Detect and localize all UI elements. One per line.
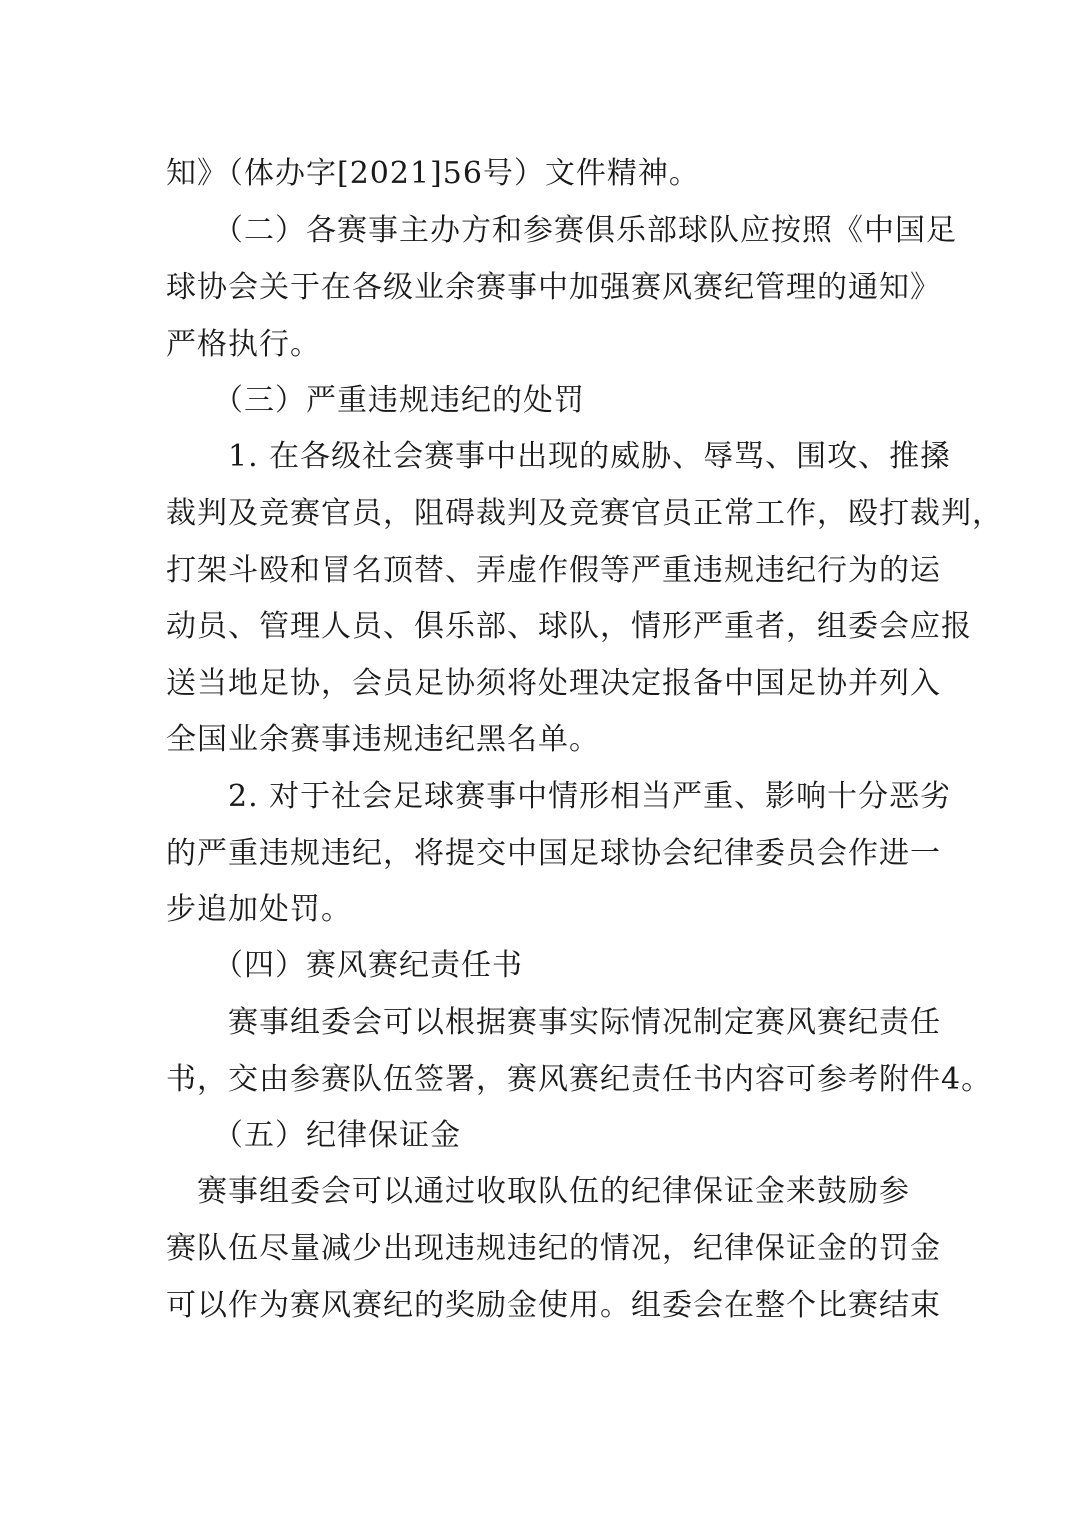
text-line: 严格执行。 (166, 327, 321, 362)
text-line: 打架斗殴和冒名顶替、弄虚作假等严重违规违纪行为的运 (166, 553, 941, 588)
text-line: 赛事组委会可以根据赛事实际情况制定赛风赛纪责任 (166, 1005, 941, 1040)
section-heading: （三）严重违规违纪的处罚 (166, 383, 585, 418)
text-line: 2. 对于社会足球赛事中情形相当严重、影响十分恶劣 (166, 779, 952, 814)
text-line: 知》（体办字[2021]56号）文件精神。 (166, 156, 700, 191)
text-line: （二）各赛事主办方和参赛俱乐部球队应按照《中国足 (166, 213, 957, 248)
text-line: 送当地足协，会员足协须将处理决定报备中国足协并列入 (166, 666, 941, 701)
text-line: 动员、管理人员、俱乐部、球队，情形严重者，组委会应报 (166, 609, 972, 644)
text-line: 1. 在各级社会赛事中出现的威胁、辱骂、围攻、推搡 (166, 439, 952, 474)
text-line: 赛队伍尽量减少出现违规违纪的情况，纪律保证金的罚金 (166, 1231, 941, 1266)
text-line: 全国业余赛事违规违纪黑名单。 (166, 722, 600, 757)
section-heading: （四）赛风赛纪责任书 (166, 948, 523, 983)
text-line: 书，交由参赛队伍签署，赛风赛纪责任书内容可参考附件4。 (166, 1062, 993, 1097)
text-line: 可以作为赛风赛纪的奖励金使用。组委会在整个比赛结束 (166, 1288, 941, 1323)
text-line: 裁判及竞赛官员，阻碍裁判及竞赛官员正常工作，殴打裁判， (166, 496, 1003, 531)
text-line: 的严重违规违纪，将提交中国足球协会纪律委员会作进一 (166, 836, 941, 871)
text-line: 球协会关于在各级业余赛事中加强赛风赛纪管理的通知》 (166, 270, 941, 305)
text-line: 赛事组委会可以通过收取队伍的纪律保证金来鼓励参 (166, 1174, 910, 1209)
text-line: 步追加处罚。 (166, 892, 352, 927)
section-heading: （五）纪律保证金 (166, 1118, 461, 1153)
